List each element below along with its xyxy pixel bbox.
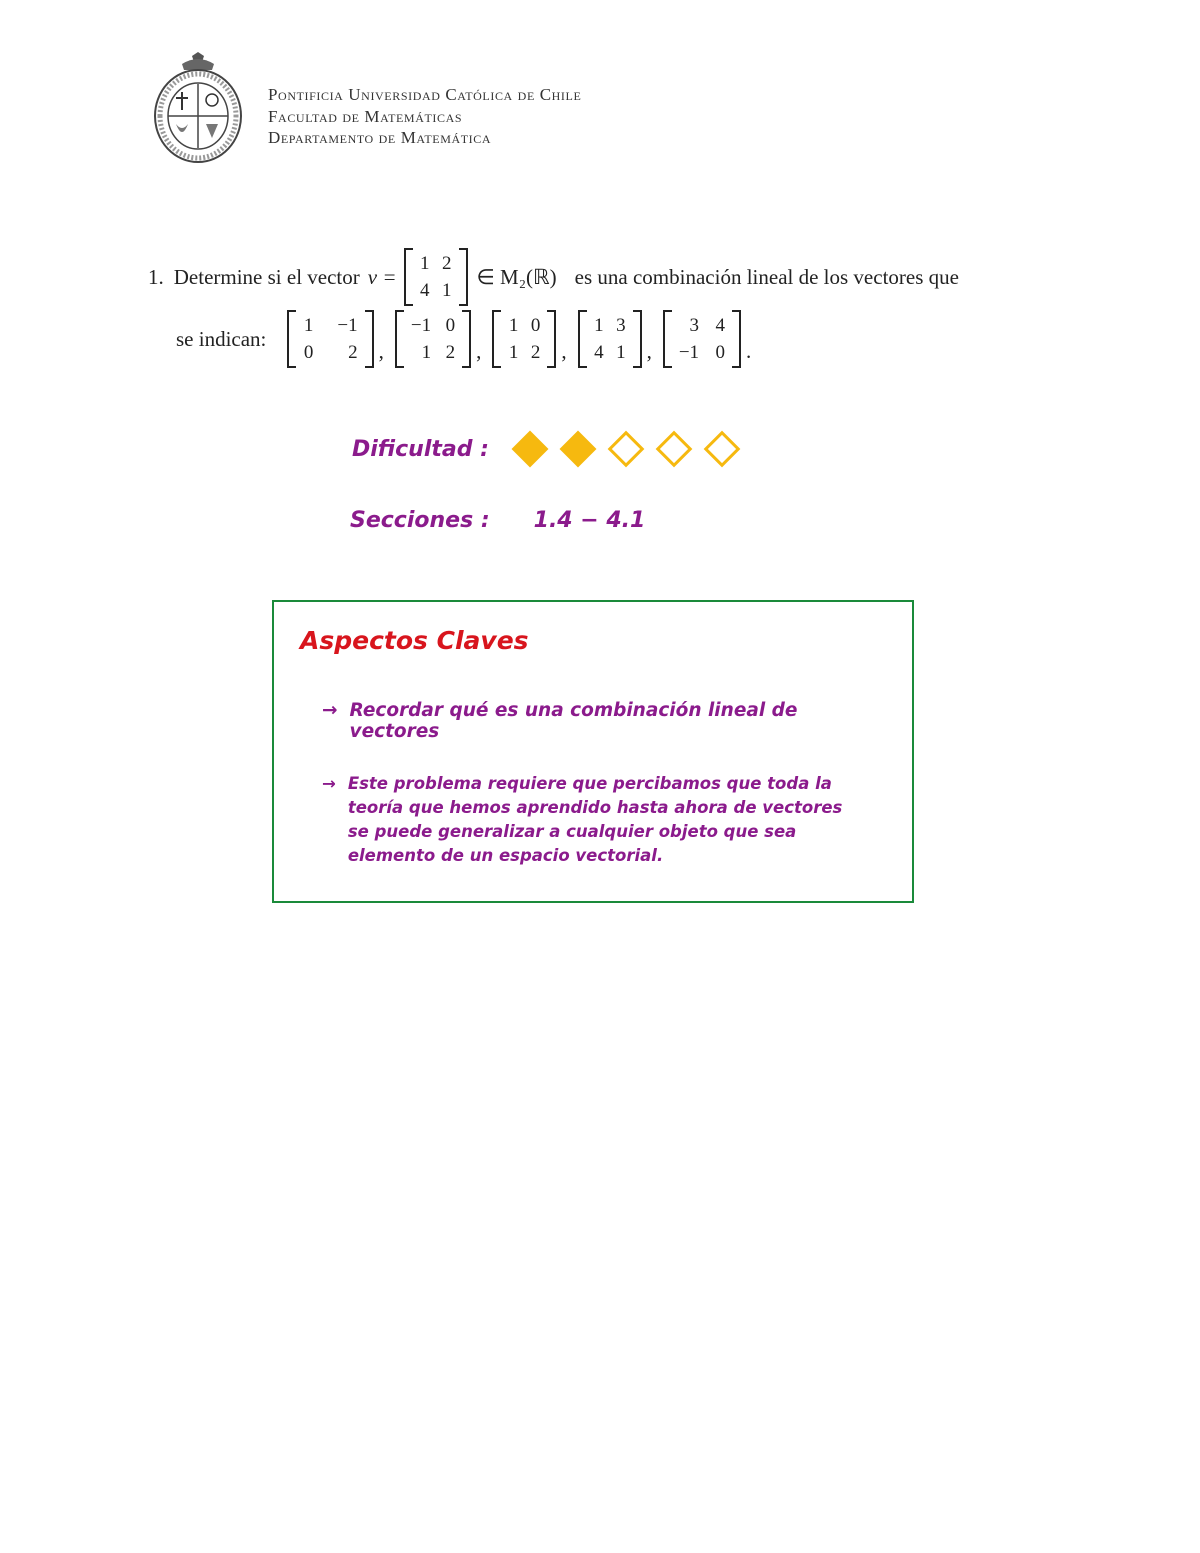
matrix-space: ∈ M₂(ℝ) (476, 264, 557, 289)
filled-diamond-icon (560, 431, 597, 468)
target-matrix: 1 2 4 1 (404, 248, 468, 306)
problem-number: 1. (148, 264, 164, 289)
problem-statement-rest: es una combinación lineal de los vectores que (574, 264, 959, 289)
matrix-3: 1 0 1 2 (492, 310, 556, 368)
problem-line-1 (148, 248, 959, 306)
university-name: Pontificia Universidad Católica de Chile (268, 85, 582, 104)
empty-diamond-icon (608, 431, 645, 468)
sections-row (350, 508, 645, 533)
arrow-icon: → (322, 700, 338, 721)
problem-line-2-text: se indican: (176, 326, 267, 351)
matrix-2: −1 0 1 2 (395, 310, 471, 368)
empty-diamond-icon (704, 431, 741, 468)
university-seal (152, 52, 244, 166)
problem-intro: Determine si el vector (173, 264, 360, 289)
matrix-4: 1 3 4 1 (578, 310, 642, 368)
problem-line-2: se indican: 1 −1 0 2 , −1 0 1 2 , 1 0 1 2 , 1 3 4 1 , 3 4 −1 0 . (176, 310, 759, 368)
difficulty-row (352, 430, 741, 468)
institution-header (268, 84, 581, 149)
key-aspect-item (322, 700, 882, 742)
key-aspect-item (322, 772, 852, 868)
arrow-icon: → (322, 774, 336, 793)
matrix-5: 3 4 −1 0 (663, 310, 741, 368)
empty-diamond-icon (656, 431, 693, 468)
faculty-name: Facultad de Matemáticas (268, 106, 463, 126)
filled-diamond-icon (512, 431, 549, 468)
department-name: Departamento de Matemática (268, 128, 492, 147)
difficulty-rating (511, 430, 741, 468)
sections-value: 1.4 − 4.1 (533, 508, 646, 533)
key-aspects-box (272, 600, 914, 903)
sections-label: Secciones : (350, 508, 490, 533)
matrix-1: 1 −1 0 2 (287, 310, 373, 368)
key-aspect-text: Este problema requiere que percibamos que toda la teoría que hemos aprendido hasta ahora de vectores se puede generalizar a cualquier objeto que sea elemento de un espacio vectorial. (347, 774, 843, 865)
key-aspect-text: Recordar qué es una combinación lineal de vectores (349, 700, 798, 742)
key-aspects-title: Aspectos Claves (300, 626, 529, 655)
vector-variable: v = (367, 264, 397, 289)
difficulty-label: Dificultad : (352, 436, 489, 462)
